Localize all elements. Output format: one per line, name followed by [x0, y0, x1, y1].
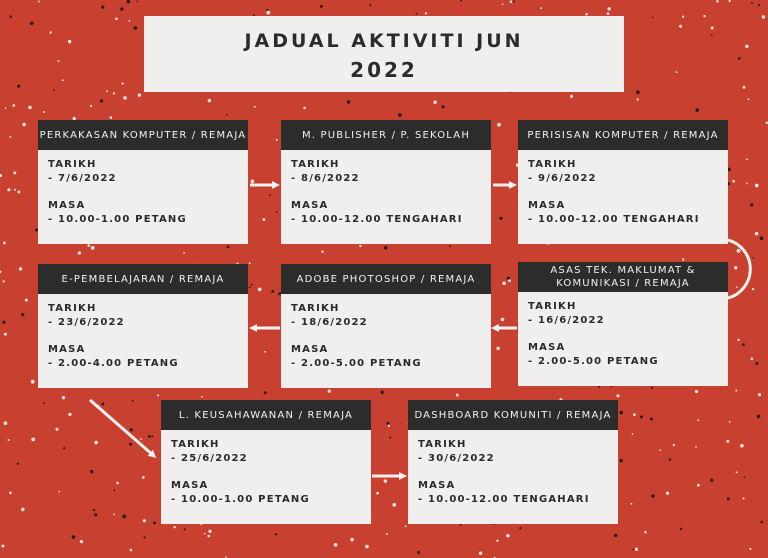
date-value: - 7/6/2022 [48, 173, 117, 184]
card-heading: ADOBE PHOTOSHOP / REMAJA [281, 264, 491, 294]
time-value: - 2.00-4.00 PETANG [48, 358, 179, 369]
card-heading: DASHBOARD KOMUNITI / REMAJA [408, 400, 618, 430]
time-label: MASA [291, 200, 329, 211]
time-label: MASA [48, 200, 86, 211]
arrow-6-to-7 [90, 400, 154, 456]
date-label: TARIKH [291, 159, 340, 170]
time-value: - 2.00-5.00 PETANG [291, 358, 422, 369]
card-heading: ASAS TEK. MAKLUMAT & KOMUNIKASI / REMAJA [518, 262, 728, 292]
arrow-3-to-4 [728, 240, 750, 298]
card-heading: M. PUBLISHER / P. SEKOLAH [281, 120, 491, 150]
time-value: - 10.00-1.00 PETANG [48, 214, 187, 225]
date-label: TARIKH [291, 303, 340, 314]
time-value: - 2.00-5.00 PETANG [528, 356, 659, 367]
date-label: TARIKH [171, 439, 220, 450]
card-heading: L. KEUSAHAWANAN / REMAJA [161, 400, 371, 430]
date-label: TARIKH [48, 159, 97, 170]
time-label: MASA [418, 480, 456, 491]
date-value: - 25/6/2022 [171, 453, 248, 464]
date-label: TARIKH [48, 303, 97, 314]
time-value: - 10.00-12.00 TENGAHARI [528, 214, 700, 225]
date-value: - 9/6/2022 [528, 173, 597, 184]
date-value: - 8/6/2022 [291, 173, 360, 184]
time-value: - 10.00-12.00 TENGAHARI [291, 214, 463, 225]
title-line-1: JADUAL AKTIVITI JUN [244, 30, 524, 52]
date-label: TARIKH [528, 159, 577, 170]
time-value: - 10.00-1.00 PETANG [171, 494, 310, 505]
card-heading: PERISISAN KOMPUTER / REMAJA [518, 120, 728, 150]
date-label: TARIKH [528, 301, 577, 312]
date-value: - 18/6/2022 [291, 317, 368, 328]
time-value: - 10.00-12.00 TENGAHARI [418, 494, 590, 505]
title-line-2: 2022 [350, 58, 418, 82]
time-label: MASA [528, 342, 566, 353]
time-label: MASA [171, 480, 209, 491]
date-value: - 30/6/2022 [418, 453, 495, 464]
date-value: - 23/6/2022 [48, 317, 125, 328]
time-label: MASA [528, 200, 566, 211]
date-value: - 16/6/2022 [528, 315, 605, 326]
date-label: TARIKH [418, 439, 467, 450]
card-heading: PERKAKASAN KOMPUTER / REMAJA [38, 120, 248, 150]
card-heading: E-PEMBELAJARAN / REMAJA [38, 264, 248, 294]
time-label: MASA [48, 344, 86, 355]
time-label: MASA [291, 344, 329, 355]
